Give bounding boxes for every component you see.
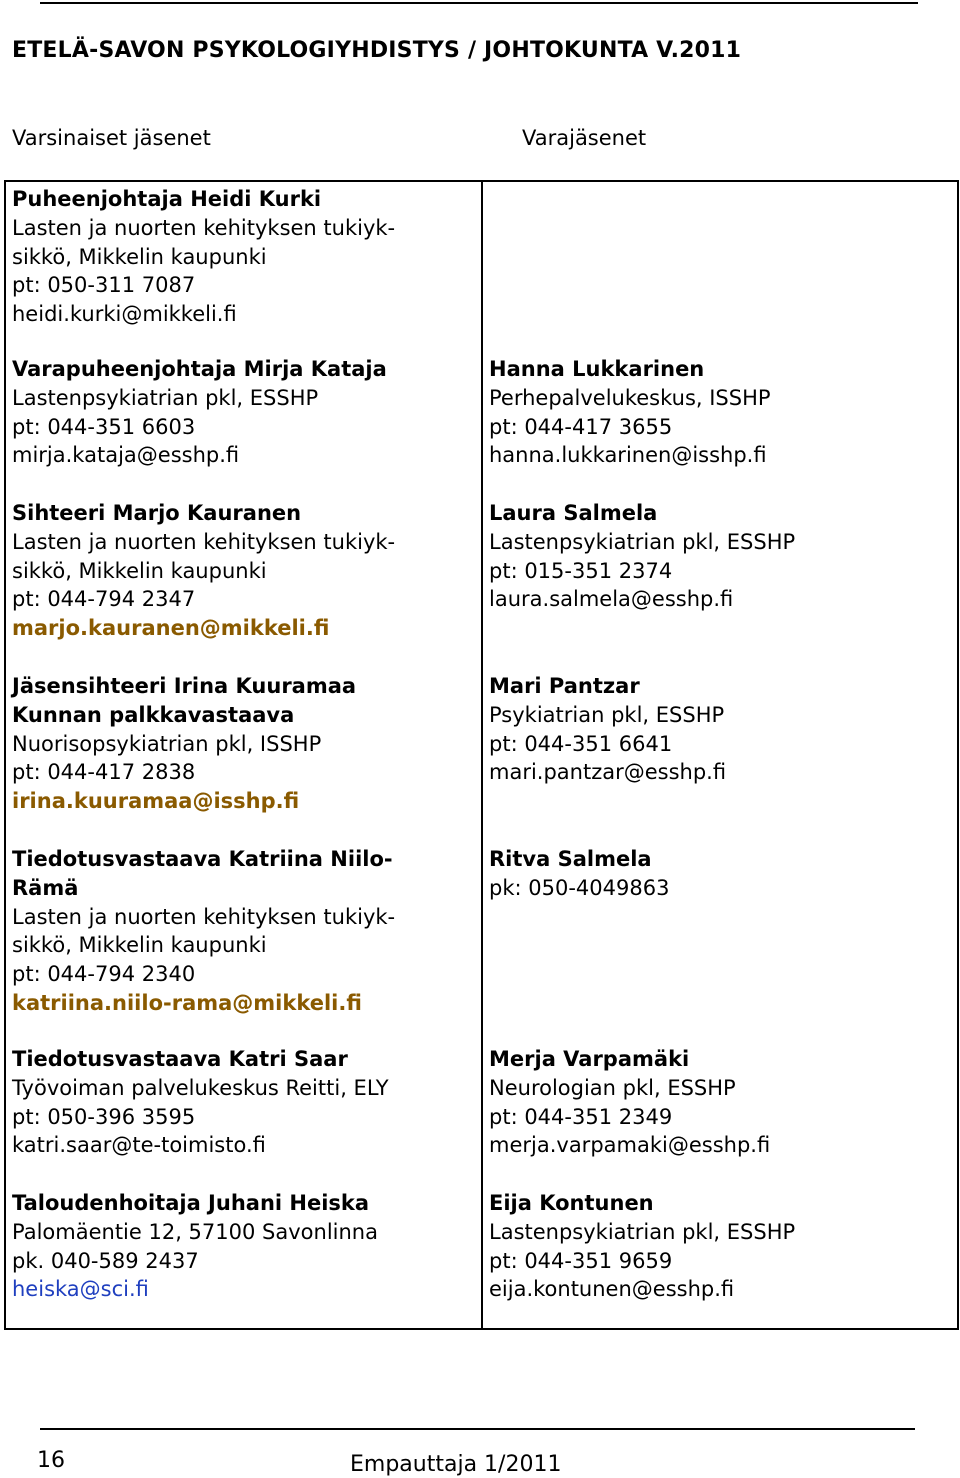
- deputy-phone: pt: 044-417 3655: [489, 414, 673, 439]
- table-divider: [481, 180, 483, 1330]
- member-email[interactable]: heidi.kurki@mikkeli.fi: [12, 302, 237, 327]
- deputy-name: Merja Varpamäki: [489, 1047, 690, 1071]
- deputy-name: Mari Pantzar: [489, 674, 640, 698]
- member-org: sikkö, Mikkelin kaupunki: [12, 558, 267, 583]
- top-rule: [40, 2, 918, 4]
- member-phone: pt: 044-794 2347: [12, 587, 196, 612]
- member-email[interactable]: irina.kuuramaa@isshp.fi: [12, 789, 300, 814]
- member-phone: pk. 040-589 2437: [12, 1248, 199, 1273]
- deputy-phone: pt: 044-351 9659: [489, 1248, 673, 1273]
- member-info-officer-1: [12, 845, 395, 1018]
- deputy-org: Neurologian pkl, ESSHP: [489, 1075, 736, 1100]
- member-title-name: Taloudenhoitaja Juhani Heiska: [12, 1191, 370, 1215]
- member-email[interactable]: marjo.kauranen@mikkeli.fi: [12, 616, 330, 641]
- deputy-org: Lastenpsykiatrian pkl, ESSHP: [489, 1219, 796, 1244]
- deputy-1: [489, 355, 771, 470]
- deputy-org: Psykiatrian pkl, ESSHP: [489, 702, 725, 727]
- deputy-name: Laura Salmela: [489, 501, 658, 525]
- page-title: ETELÄ-SAVON PSYKOLOGIYHDISTYS / JOHTOKUNTA V.2011: [12, 38, 742, 63]
- deputy-email[interactable]: eija.kontunen@esshp.fi: [489, 1277, 735, 1302]
- member-email[interactable]: heiska@sci.fi: [12, 1277, 149, 1302]
- deputy-4: [489, 845, 669, 903]
- deputy-org: Perhepalvelukeskus, ISSHP: [489, 385, 771, 410]
- deputy-6: [489, 1189, 795, 1304]
- member-title-name: Tiedotusvastaava Katriina Niilo-: [12, 847, 393, 871]
- member-phone: pt: 044-794 2340: [12, 962, 196, 987]
- member-org: Nuorisopsykiatrian pkl, ISSHP: [12, 731, 322, 756]
- member-org: Lastenpsykiatrian pkl, ESSHP: [12, 385, 319, 410]
- member-vice-chair: [12, 355, 387, 470]
- member-role: Kunnan palkkavastaava: [12, 702, 295, 727]
- member-secretary: [12, 499, 395, 643]
- deputy-name: Eija Kontunen: [489, 1191, 654, 1215]
- page-number: 16: [37, 1448, 65, 1473]
- member-title-name: Varapuheenjohtaja Mirja Kataja: [12, 357, 387, 381]
- member-phone: pt: 044-351 6603: [12, 414, 196, 439]
- member-org: Työvoiman palvelukeskus Reitti, ELY: [12, 1075, 389, 1100]
- member-org: sikkö, Mikkelin kaupunki: [12, 244, 267, 269]
- member-phone: pt: 050-396 3595: [12, 1104, 196, 1129]
- deputy-email[interactable]: laura.salmela@esshp.fi: [489, 587, 734, 612]
- deputy-email[interactable]: merja.varpamaki@esshp.fi: [489, 1133, 771, 1158]
- member-chair: [12, 185, 395, 329]
- column-header-members: Varsinaiset jäsenet: [12, 126, 211, 150]
- member-title-name-cont: Rämä: [12, 875, 79, 900]
- member-org: Lasten ja nuorten kehityksen tukiyk-: [12, 215, 396, 240]
- member-email[interactable]: katriina.niilo-rama@mikkeli.fi: [12, 990, 362, 1015]
- deputy-email[interactable]: hanna.lukkarinen@isshp.fi: [489, 443, 767, 468]
- member-info-officer-2: [12, 1045, 389, 1160]
- deputy-phone: pt: 015-351 2374: [489, 558, 673, 583]
- deputy-2: [489, 499, 795, 614]
- member-title-name: Jäsensihteeri Irina Kuuramaa: [12, 674, 357, 698]
- deputy-5: [489, 1045, 770, 1160]
- member-treasurer: [12, 1189, 378, 1304]
- deputy-3: [489, 672, 726, 787]
- deputy-phone: pk: 050-4049863: [489, 875, 670, 900]
- member-org: sikkö, Mikkelin kaupunki: [12, 933, 267, 958]
- publication-name: Empauttaja 1/2011: [350, 1452, 562, 1477]
- member-title-name: Tiedotusvastaava Katri Saar: [12, 1047, 348, 1071]
- column-header-deputies: Varajäsenet: [522, 126, 647, 150]
- member-membership-secretary: [12, 672, 356, 816]
- deputy-name: Ritva Salmela: [489, 847, 652, 871]
- member-title-name: Puheenjohtaja Heidi Kurki: [12, 187, 322, 211]
- deputy-org: Lastenpsykiatrian pkl, ESSHP: [489, 529, 796, 554]
- deputy-email[interactable]: mari.pantzar@esshp.fi: [489, 760, 727, 785]
- deputy-phone: pt: 044-351 6641: [489, 731, 673, 756]
- member-title-name: Sihteeri Marjo Kauranen: [12, 501, 302, 525]
- member-address: Palomäentie 12, 57100 Savonlinna: [12, 1219, 378, 1244]
- member-phone: pt: 050-311 7087: [12, 273, 196, 298]
- member-email[interactable]: katri.saar@te-toimisto.fi: [12, 1133, 266, 1158]
- member-org: Lasten ja nuorten kehityksen tukiyk-: [12, 904, 396, 929]
- deputy-name: Hanna Lukkarinen: [489, 357, 705, 381]
- deputy-phone: pt: 044-351 2349: [489, 1104, 673, 1129]
- member-org: Lasten ja nuorten kehityksen tukiyk-: [12, 529, 396, 554]
- footer-rule: [40, 1428, 915, 1430]
- member-phone: pt: 044-417 2838: [12, 760, 196, 785]
- member-email[interactable]: mirja.kataja@esshp.fi: [12, 443, 240, 468]
